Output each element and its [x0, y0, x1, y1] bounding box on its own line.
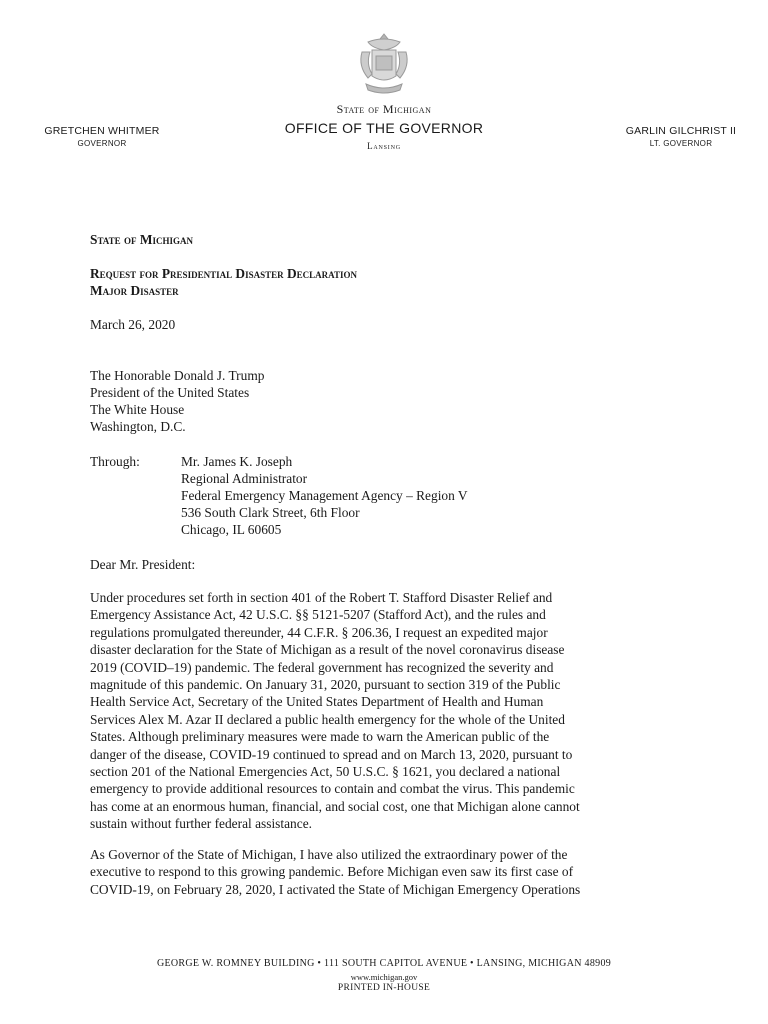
- lt-governor-block: [606, 125, 756, 148]
- paragraph-line: Under procedures set forth in section 401 of the Robert T. Stafford Disaster Relief and: [90, 590, 553, 605]
- paragraph-line: disaster declaration for the State of Michigan as a result of the novel coronavirus disease: [90, 642, 565, 658]
- governor-name: GRETCHEN WHITMER: [44, 125, 160, 137]
- governor-block: [28, 125, 176, 148]
- letterhead-state: State of Michigan: [336, 102, 432, 116]
- paragraph-line: 2019 (COVID–19) pandemic. The federal government has recognized the severity and: [90, 659, 554, 675]
- paragraph-line: Services Alex M. Azar II declared a public health emergency for the whole of the United: [90, 711, 565, 727]
- footer-address: GEORGE W. ROMNEY BUILDING • 111 SOUTH CAPITOL AVENUE • LANSING, MICHIGAN 48909: [156, 958, 612, 969]
- addressee-line: President of the United States: [90, 385, 250, 400]
- through-line: Federal Emergency Management Agency – Region V: [181, 488, 468, 503]
- paragraph-2: [90, 846, 690, 898]
- paragraph-line: Health Service Act, Secretary of the United States Department of Health and Human: [90, 694, 544, 710]
- paragraph-line: regulations promulgated thereunder, 44 C.F.R. § 206.36, I request an expedited major: [90, 624, 548, 640]
- paragraph-line: sustain without further federal assistance.: [90, 816, 312, 832]
- heading-request-line1: Request for Presidential Disaster Declaration: [90, 266, 357, 281]
- through-line: Chicago, IL 60605: [181, 522, 282, 537]
- paragraph-line: executive to respond to this growing pandemic. Before Michigan even saw its first case of: [90, 864, 574, 880]
- paragraph-line: States. Although preliminary measures were made to warn the American public of the: [90, 729, 550, 745]
- through-label: Through:: [90, 454, 140, 469]
- letter-date: March 26, 2020: [90, 317, 176, 332]
- paragraph-line: section 201 of the National Emergencies Act, 50 U.S.C. § 1621, you declared a national: [90, 764, 561, 780]
- letterhead-city: Lansing: [367, 141, 401, 151]
- salutation: Dear Mr. President:: [90, 557, 196, 572]
- paragraph-line: emergency to provide additional resources to contain and combat the virus. This pandemic: [90, 781, 575, 797]
- addressee-line: The Honorable Donald J. Trump: [90, 368, 265, 383]
- paragraph-line: has come at an enormous human, financial, and social cost, one that Michigan alone cannot: [90, 798, 580, 814]
- paragraph-line: danger of the disease, COVID-19 continued to spread and on March 13, 2020, pursuant to: [90, 746, 573, 762]
- heading-request-line2: Major Disaster: [90, 283, 179, 298]
- addressee-block: [90, 367, 690, 435]
- paragraph-line: magnitude of this pandemic. On January 31, 2020, pursuant to section 319 of the Public: [90, 677, 561, 693]
- through-line: Mr. James K. Joseph: [181, 454, 293, 469]
- through-line: Regional Administrator: [181, 471, 308, 486]
- state-seal-icon: [354, 30, 414, 100]
- paragraph-1: [90, 589, 690, 833]
- through-line: 536 South Clark Street, 6th Floor: [181, 505, 360, 520]
- letterhead-office: OFFICE OF THE GOVERNOR: [284, 120, 484, 136]
- paragraph-line: As Governor of the State of Michigan, I have also utilized the extraordinary power of the: [90, 847, 568, 862]
- paragraph-line: COVID-19, on February 28, 2020, I activated the State of Michigan Emergency Operations: [90, 881, 581, 897]
- addressee-line: The White House: [90, 402, 185, 417]
- lt-governor-title: LT. GOVERNOR: [649, 139, 713, 148]
- footer-website: www.michigan.gov: [350, 972, 418, 982]
- through-block: [181, 453, 468, 538]
- footer-printed: PRINTED IN-HOUSE: [337, 983, 431, 993]
- paragraph-line: Emergency Assistance Act, 42 U.S.C. §§ 5121-5207 (Stafford Act), and the rules and: [90, 607, 546, 623]
- lt-governor-name: GARLIN GILCHRIST II: [625, 125, 737, 137]
- heading-state: State of Michigan: [90, 232, 193, 247]
- governor-title: GOVERNOR: [77, 139, 127, 148]
- addressee-line: Washington, D.C.: [90, 419, 186, 434]
